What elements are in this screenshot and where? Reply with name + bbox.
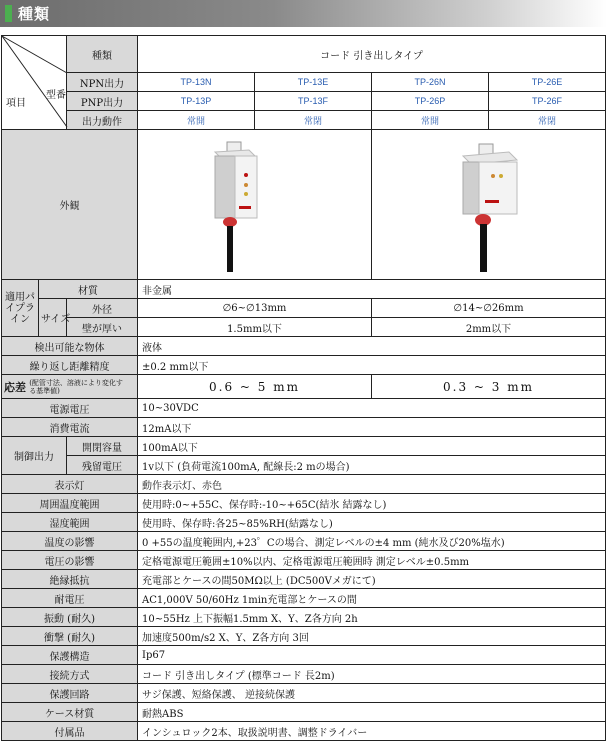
case-material-label: ケース材質 [2,703,138,722]
wall-tp13: 1.5mm以下 [138,318,372,337]
npn-label: NPN出力 [67,73,138,92]
withstand-voltage-label: 耐電圧 [2,589,138,608]
size-label: サイズ [39,299,67,337]
kind-label: 種類 [67,36,138,73]
section-title: 種類 [18,5,51,23]
vibration-value: 10~55Hz 上下振幅1.5mm X、Y、Z各方向 2h [138,608,606,627]
kind-value: コード 引き出しタイプ [138,36,606,73]
hysteresis-label: 応差 [4,380,26,394]
accessories-value: インシュロック2本、取扱説明書、調整ドライバー [138,722,606,741]
detect-value: 液体 [138,337,606,356]
hysteresis-tp26: 0.3 ~ 3 mm [372,375,606,399]
voltage-influence-label: 電圧の影響 [2,551,138,570]
outer-diameter-label: 外径 [67,299,138,318]
pipeline-label: 適用パイプライン [2,280,39,337]
wall-tp26: 2mm以下 [372,318,606,337]
circuit-value: サジ保護、短絡保護、 逆接続保護 [138,684,606,703]
product-image-tp26 [372,130,606,280]
pnp-label: PNP出力 [67,92,138,111]
item-label: 項目 [6,98,26,109]
model-label: 型番 [46,90,66,101]
insulation-value: 充電部とケースの間50MΩ以上 (DC500Vメガにて) [138,570,606,589]
model-pnp-1: TP-13P [138,92,255,111]
model-npn-3: TP-26N [372,73,489,92]
ambient-temp-label: 周囲温度範囲 [2,494,138,513]
voltage-label: 電源電圧 [2,399,138,418]
accessories-label: 付属品 [2,722,138,741]
model-pnp-4: TP-26F [489,92,606,111]
repeat-value: ±0.2 mm以下 [138,356,606,375]
hysteresis-cell [2,375,138,399]
residual-voltage-value: 1v以下 (負荷電流100mA, 配線長:2 mの場合) [138,456,606,475]
indicator-label: 表示灯 [2,475,138,494]
control-output-label: 制御出力 [2,437,67,475]
model-npn-4: TP-26E [489,73,606,92]
protection-value: Ip67 [138,646,606,665]
indicator-value: 動作表示灯、赤色 [138,475,606,494]
connection-label: 接続方式 [2,665,138,684]
wall-label: 壁が厚い [67,318,138,337]
item-diagonal-cell [2,36,67,130]
model-npn-2: TP-13E [255,73,372,92]
repeat-label: 繰り返し距離精度 [2,356,138,375]
output-op-1: 常開 [138,111,255,130]
appearance-label: 外観 [2,130,138,280]
output-op-label: 出力動作 [67,111,138,130]
switching-capacity-value: 100mA以下 [138,437,606,456]
outer-diameter-tp13: ∅6~∅13mm [138,299,372,318]
withstand-voltage-value: AC1,000V 50/60Hz 1min充電部とケースの間 [138,589,606,608]
shock-label: 衝撃 (耐久) [2,627,138,646]
insulation-label: 絶縁抵抗 [2,570,138,589]
ambient-temp-value: 使用時:0~+55C、保存時:-10~+65C(結氷 結露なし) [138,494,606,513]
section-marker [5,5,12,22]
output-op-3: 常開 [372,111,489,130]
product-image-tp13 [138,130,372,280]
voltage-influence-value: 定格電源電圧範囲±10%以内、定格電源電圧範囲時 測定レベル±0.5mm [138,551,606,570]
connection-value: コード 引き出しタイプ (標準コード 長2m) [138,665,606,684]
circuit-label: 保護回路 [2,684,138,703]
voltage-value: 10~30VDC [138,399,606,418]
current-label: 消費電流 [2,418,138,437]
protection-label: 保護構造 [2,646,138,665]
material-label: 材質 [39,280,138,299]
detect-label: 検出可能な物体 [2,337,138,356]
hysteresis-note: (配管寸法、溶液により変化する基準値) [29,378,123,395]
model-pnp-3: TP-26P [372,92,489,111]
humidity-value: 使用時、保存時:各25~85%RH(結露なし) [138,513,606,532]
switching-capacity-label: 開閉容量 [67,437,138,456]
temp-influence-label: 温度の影響 [2,532,138,551]
diagonal-lines [2,36,67,127]
vibration-label: 振動 (耐久) [2,608,138,627]
humidity-label: 湿度範囲 [2,513,138,532]
residual-voltage-label: 残留電圧 [67,456,138,475]
shock-value: 加速度500m/s2 X、Y、Z各方向 3回 [138,627,606,646]
outer-diameter-tp26: ∅14~∅26mm [372,299,606,318]
spec-table [1,35,606,741]
section-header [0,0,607,27]
current-value: 12mA以下 [138,418,606,437]
output-op-4: 常閉 [489,111,606,130]
sensor-tp26-image [429,130,549,276]
hysteresis-tp13: 0.6 ~ 5 mm [138,375,372,399]
sensor-tp13-image [195,130,315,276]
material-value: 非金属 [138,280,606,299]
output-op-2: 常閉 [255,111,372,130]
model-pnp-2: TP-13F [255,92,372,111]
temp-influence-value: 0 +55の温度範囲内,+23゜Cの場合、測定レベルの±4 mm (純水及び20%塩水) [138,532,606,551]
model-npn-1: TP-13N [138,73,255,92]
case-material-value: 耐熱ABS [138,703,606,722]
